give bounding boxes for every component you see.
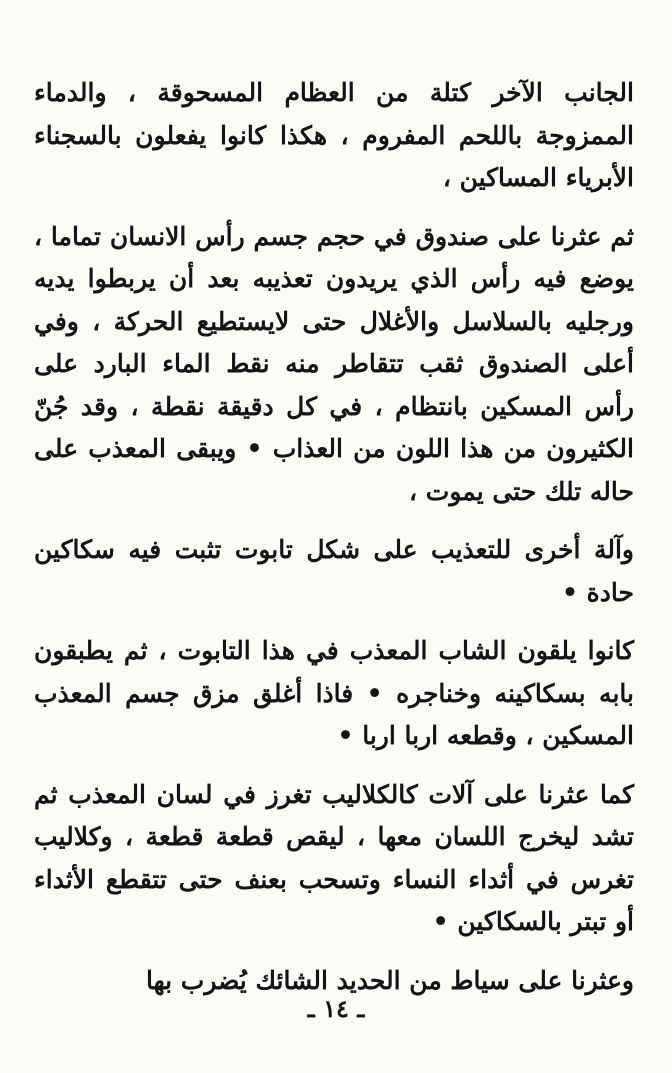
paragraph-6: وعثرنا على سياط من الحديد الشائك يُضرب بها [146, 965, 634, 995]
paragraph-1: الجانب الآخر كتلة من العظام المسحوقة ، والدماء الممزوجة باللحم المفروم ، هكذا كانوا يفعلون بالسجناء الأبرياء المساكين ، [34, 78, 634, 192]
paragraph-3: وآلة أخرى للتعذيب على شكل تابوت تثبت فيه سكاكين حادة • [34, 535, 634, 607]
paragraph-2: ثم عثرنا على صندوق في حجم جسم رأس الانسان تماما ، يوضع فيه رأس الذي يريدون تعذيبه بعد أن يربطوا يديه ورجليه بالسلاسل والأغلال حتى لايستطيع الحركة ، وفي أعلى الصندوق ثقب تتقاطر منه نقط الماء البارد على رأس المسكين بانتظام ، في كل دقيقة نقطة ، وقد جُنّ الكثيرون من هذا اللون من العذاب • ويبقى المعذب على حاله تلك حتى يموت ، [34, 221, 634, 506]
paragraph-4: كانوا يلقون الشاب المعذب في هذا التابوت ، ثم يطبقون بابه بسكاكينه وخناجره • فاذا أغلق مزق جسم المعذب المسكين ، وقطعه اربا اربا • [34, 636, 634, 750]
page-number: ـ ١٤ ـ [307, 994, 365, 1023]
paragraph-5: كما عثرنا على آلات كالكلاليب تغرز في لسان المعذب ثم تشد ليخرج اللسان معها ، ليقص قطعة قطعة ، وكلاليب تغرس في أثداء النساء وتسحب بعنف حتى تتقطع الأثداء أو تبتر بالسكاكين • [34, 779, 634, 936]
